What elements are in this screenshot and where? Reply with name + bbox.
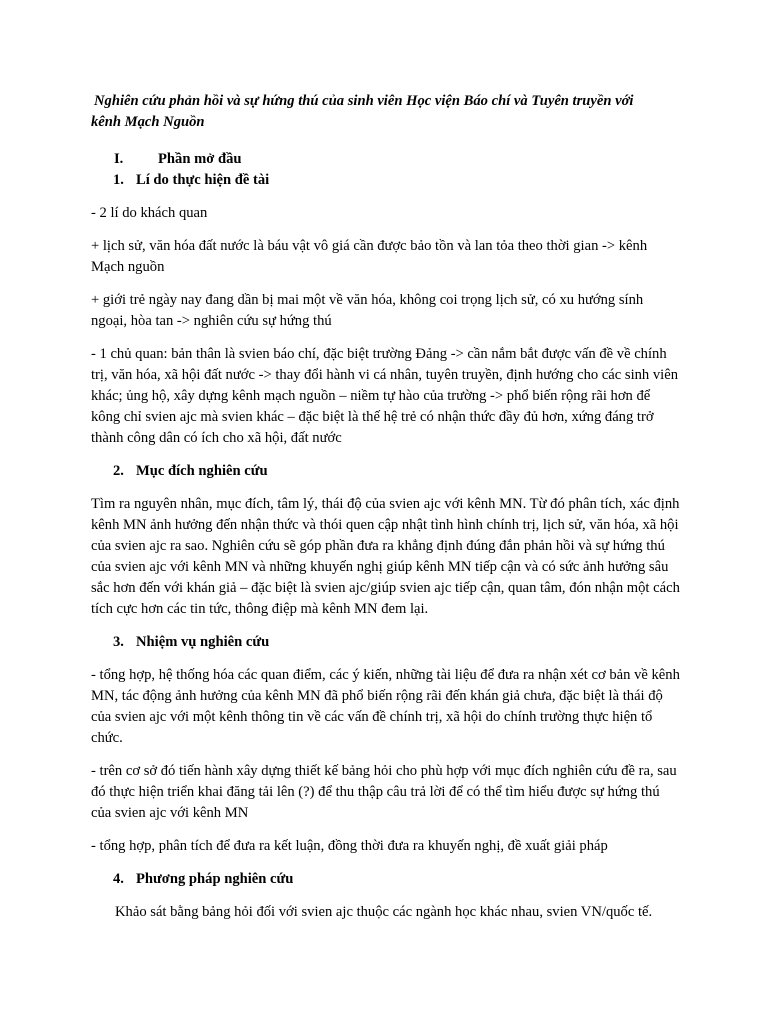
paragraph-task-conclusion: - tổng hợp, phân tích để đưa ra kết luận, đồng thời đưa ra khuyến nghị, đề xuất giải pháp [91, 838, 608, 854]
section-label: Phần mở đầu [158, 151, 242, 167]
paragraph-purpose: Tìm ra nguyên nhân, mục đích, tâm lý, thái độ của svien ajc với kênh MN. Từ đó phân tích, xác định kênh MN ảnh hưởng đến nhận thức và thói quen cập nhật tình hình chính trị, lịch sử, văn hóa, xã hội của svien ajc ra sao. Nghiên cứu sẽ góp phần đưa ra khẳng định đúng đắn phản hồi và sự hứng thú của svien ajc với kênh MN và những khuyến nghị giúp kênh MN tiếp cận và có sức ảnh hưởng sâu sắc hơn đến với khán giả – đặc biệt là svien ajc/giúp svien ajc tiếp cận, quan tâm, đón nhận một cách tích cực hơn các tin tức, thông điệp mà kênh MN đem lại. [91, 496, 680, 617]
subheading-number: 4. [113, 871, 124, 887]
paragraph-methods: Khảo sát bằng bảng hỏi đối với svien ajc thuộc các ngành học khác nhau, svien VN/quốc tế. [115, 904, 653, 920]
subheading-reasons [91, 170, 681, 191]
subheading-methods [91, 869, 681, 890]
paragraph-youth: + giới trẻ ngày nay đang dần bị mai một về văn hóa, không coi trọng lịch sử, có xu hướng sính ngoại, hòa tan -> nghiên cứu sự hứng thú [91, 292, 644, 329]
document-title [91, 91, 681, 133]
paragraph-history-culture: + lịch sử, văn hóa đất nước là báu vật vô giá cần được bảo tồn và lan tỏa theo thời gian -> kênh Mạch nguồn [91, 238, 648, 275]
section-number: I. [114, 151, 124, 167]
subheading-label: Mục đích nghiên cứu [136, 463, 268, 479]
subheading-tasks [91, 632, 681, 653]
subheading-purpose [91, 461, 681, 482]
document-page [91, 91, 681, 923]
section-heading-intro [91, 149, 681, 170]
subheading-number: 2. [113, 463, 124, 479]
subheading-label: Lí do thực hiện đề tài [136, 172, 270, 188]
paragraph-task-survey: - trên cơ sở đó tiến hành xây dựng thiết kế bảng hỏi cho phù hợp với mục đích nghiên cứu đề ra, sau đó thực hiện triển khai đăng tải lên (?) để thu thập câu trả lời để có thể tìm hiểu được sự hứng thú của svien ajc với kênh MN [91, 763, 677, 821]
subheading-number: 1. [113, 172, 124, 188]
title-line-1: Nghiên cứu phản hồi và sự hứng thú của sinh viên Học viện Báo chí và Tuyên truyền với [94, 93, 634, 109]
paragraph-task-synthesis: - tổng hợp, hệ thống hóa các quan điểm, các ý kiến, những tài liệu để đưa ra nhận xét cơ bản về kênh MN, tác động ảnh hưởng của kênh MN đã phổ biến rộng rãi đến khán giả chưa, đặc biệt là thái độ của svien ajc với một kênh thông tin về các vấn đề chính trị, xã hội do chính trường thực hiện tổ chức. [91, 667, 680, 746]
paragraph-subjective-reason: - 1 chủ quan: bản thân là svien báo chí, đặc biệt trường Đảng -> cần nắm bắt được vấn đề về chính trị, văn hóa, xã hội đất nước -> thay đổi hành vi cá nhân, tuyên truyền, định hướng cho các sinh viên khác; ủng hộ, xây dựng kênh mạch nguồn – niềm tự hào của trường -> phổ biến rộng rãi hơn để kông chỉ svien ajc mà svien khác – đặc biệt là thế hệ trẻ có nhận thức đầy đủ hơn, xứng đáng trở thành công dân có ích cho xã hội, đất nước [91, 346, 679, 446]
subheading-number: 3. [113, 634, 124, 650]
subheading-label: Nhiệm vụ nghiên cứu [136, 634, 270, 650]
paragraph-objective-reasons: - 2 lí do khách quan [91, 205, 208, 221]
title-line-2: kênh Mạch Nguồn [91, 114, 205, 130]
subheading-label: Phương pháp nghiên cứu [136, 871, 294, 887]
